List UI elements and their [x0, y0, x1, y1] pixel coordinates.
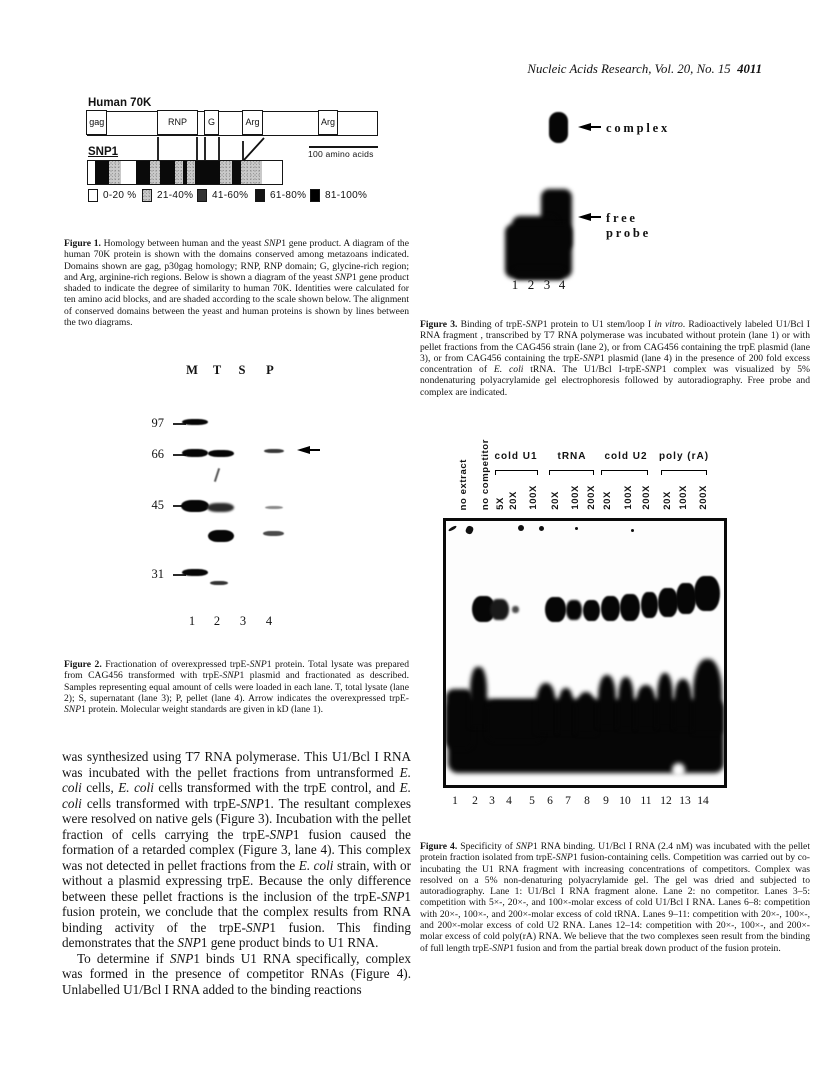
complex-arrow-icon — [578, 123, 601, 131]
complex-band — [490, 599, 509, 620]
fig4-group-label: tRNA — [557, 451, 587, 462]
fig2-lane-label: P — [266, 363, 274, 377]
fig4-gel-frame — [443, 518, 727, 788]
fig3-lane-number: 1 — [511, 277, 519, 292]
snp1-segment — [220, 161, 232, 184]
fig4-group-bracket — [549, 470, 594, 475]
gel-band — [181, 500, 209, 512]
mw-marker: 97 — [144, 416, 186, 431]
domain-box-gag: gag — [86, 110, 107, 135]
fig4-label-strip — [443, 440, 727, 510]
gel-artifact — [448, 525, 457, 532]
fig4-lane-label: no competitor — [480, 438, 491, 510]
fig4-lane-label: 100X — [570, 485, 581, 510]
gel-artifact — [575, 527, 578, 530]
fig4-lane-number: 10 — [619, 795, 631, 807]
snp1-segment — [95, 161, 109, 184]
snp1-segment — [150, 161, 160, 184]
gel-band — [182, 569, 208, 576]
fig4-lane-label: 100X — [678, 485, 689, 510]
gel-band — [182, 419, 208, 425]
fig4-lane-number: 12 — [660, 795, 672, 807]
free-probe-smear — [674, 679, 692, 729]
complex-band — [549, 112, 568, 143]
fig4-lane-label: 20X — [508, 491, 519, 510]
fig4-group-bracket — [601, 470, 648, 475]
fig1-caption: Figure 1. Homology between human and the yeast SNP1 gene product. A diagram of the human 70K protein is shown with the domains conserved among metazoans indicated. Domains shown are gag, p30gag homology; RNP, RNP domain; G, glycine-rich region; and Arg, arginine-rich regions. Below is shown a diagram of the yeast SNP1 gene product shaded to indicate the degree of similarity to human 70K. Identities were calculated for ten amino acid blocks, and are shaded according to the scale shown below. The alignment of conserved domains between the yeast and human proteins is shown by lines between the two diagrams. — [64, 238, 410, 329]
fig4-lane-number: 3 — [489, 795, 495, 807]
complex-band — [583, 600, 600, 621]
legend-swatch — [197, 189, 207, 202]
fig4-lane-label: 20X — [550, 491, 561, 510]
free-probe-band — [513, 268, 565, 280]
domain-box-arg2: Arg — [318, 110, 338, 135]
fig4-group-bracket — [661, 470, 707, 475]
domain-box-rnp: RNP — [157, 110, 198, 135]
legend-item: 21-40% — [142, 189, 193, 202]
snp1-segment — [109, 161, 121, 184]
fig2-lane-label: S — [238, 363, 246, 377]
fig4-lane-label: 200X — [641, 485, 652, 510]
fig2-band-arrow-icon — [297, 446, 320, 454]
gel-band — [208, 450, 234, 457]
snp1-segment — [175, 161, 183, 184]
legend-swatch — [88, 189, 98, 202]
fig4-lane-number: 1 — [452, 795, 458, 807]
free-probe-arrow-icon — [578, 213, 601, 221]
legend-item: 0-20 % — [88, 189, 137, 202]
fig2-lane-number: 3 — [239, 614, 247, 628]
free-probe-smear — [657, 673, 673, 727]
fig4-lane-label: 20X — [602, 491, 613, 510]
fig4-lane-number: 9 — [603, 795, 609, 807]
snp1-segment — [195, 161, 220, 184]
snp1-segment — [136, 161, 151, 184]
free-probe-annotation: free probe — [606, 211, 652, 240]
fig4-lane-number: 13 — [679, 795, 691, 807]
body-text-column — [62, 749, 411, 997]
snp1-segment — [160, 161, 175, 184]
domain-box-arg1: Arg — [242, 110, 263, 135]
gel-band — [182, 449, 208, 457]
mw-marker: 31 — [144, 567, 186, 582]
scale-bar-label: 100 amino acids — [308, 149, 374, 159]
fig4-lane-label: 5X — [495, 497, 506, 510]
gel-artifact — [518, 525, 524, 531]
fig1-snp1-bar — [87, 160, 283, 185]
complex-band — [620, 594, 640, 621]
page-number: 4011 — [737, 62, 762, 76]
snp1-segment — [187, 161, 195, 184]
legend-swatch — [310, 189, 320, 202]
complex-band — [566, 600, 582, 620]
fig2-lane-label: T — [212, 363, 222, 377]
snp1-segment — [262, 161, 282, 184]
mw-marker: 66 — [144, 447, 186, 462]
snp1-segment — [241, 161, 262, 184]
fig3-lane-number: 3 — [543, 277, 551, 292]
fig4-lane-number: 11 — [640, 795, 652, 807]
legend-swatch — [142, 189, 152, 202]
running-head — [420, 62, 762, 77]
gel-band — [208, 530, 234, 542]
fig1-human70k-title: Human 70K — [88, 97, 152, 109]
gel-artifact — [631, 529, 634, 532]
free-probe-smear — [598, 675, 616, 727]
fig4-group-bracket — [495, 470, 538, 475]
free-probe-smear — [576, 692, 596, 734]
complex-band — [512, 606, 519, 613]
gel-band — [265, 506, 283, 509]
fig3-lane-number: 4 — [558, 277, 566, 292]
fig1-human70k-bar — [87, 111, 378, 136]
complex-band — [641, 592, 658, 618]
free-probe-smear — [636, 685, 656, 729]
fig4-lane-label: 200X — [698, 485, 709, 510]
legend-item: 61-80% — [255, 189, 306, 202]
gel-artifact — [539, 526, 544, 531]
fig3-caption: Figure 3. Binding of trpE-SNP1 protein to U1 stem/loop I in vitro. Radioactively labeled U1/Bcl I RNA fragment , transcribed by T7 RNA polymerase was incubated without protein (lane 1) or with pellet fractions from the CAG456 strain (lane 2), or from CAG456 containing the trpE plasmid (lane 3), or from CAG456 containing the trpE-SNP1 plasmid (lane 4) in the presence of 200 fold excess concentration of E. coli tRNA. The U1/Bcl I-trpE-SNP1 complex was visualized by 5% nondenaturing polyacrylamide gel electrophoresis followed by autoradiography. Free probe and complex are indicated. — [420, 319, 810, 398]
scale-bar — [309, 146, 378, 148]
fig4-group-label: cold U1 — [494, 451, 538, 462]
free-probe-smear — [618, 677, 634, 729]
snp1-segment — [88, 161, 95, 184]
fig4-lane-number: 8 — [584, 795, 590, 807]
complex-band — [676, 583, 696, 614]
free-probe-smear — [470, 667, 487, 727]
fig4-lane-number: 2 — [472, 795, 478, 807]
fig2-lane-number: 1 — [188, 614, 196, 628]
complex-annotation: complex — [606, 121, 671, 135]
fig2-lane-number: 4 — [265, 614, 273, 628]
complex-band — [545, 597, 566, 622]
free-probe-smear — [693, 659, 722, 733]
fig4-lane-label: 200X — [586, 485, 597, 510]
fig2-caption: Figure 2. Fractionation of overexpressed trpE-SNP1 protein. Total lysate was prepared from CAG456 transformed with trpE-SNP1 plasmid and fractionated as described. Samples representing equal amount of cells were loaded in each lane. T, total lysate (lane 2); S, supernatant (lane 3); P, pellet (lane 4). Arrow indicates the overexpressed trpE-SNP1 protein. Molecular weight standards are given in kD (lane 1). — [64, 659, 409, 716]
body-paragraph: was synthesized using T7 RNA polymerase. This U1/Bcl I RNA was incubated with the pellet fractions from untransformed E. coli cells, E. coli cells transformed with the trpE control, and E. coli cells transformed with trpE-SNP1. The resultant complexes were resolved on native gels (Figure 3). Incubation with the pellet fraction of cells carrying the trpE-SNP1 fusion caused the formation of a retarded complex (Figure 3, lane 4). This complex was not detected in pellet fractions from the E. coli strain, with or without a plasmid expressing trpE. Because the only difference between these pellet fractions is the inclusion of the trpE-SNP1 fusion protein, we conclude that the complex results from RNA binding activity of the trpE-SNP1 fusion. This finding demonstrates that the SNP1 gene product binds to U1 RNA. — [62, 749, 411, 950]
fig4-lane-number: 4 — [506, 795, 512, 807]
free-probe-smear — [558, 688, 574, 733]
fig4-group-label: cold U2 — [604, 451, 648, 462]
fig4-group-label: poly (rA) — [658, 451, 710, 462]
legend-item: 41-60% — [197, 189, 248, 202]
fig2-lane-label: M — [186, 363, 198, 377]
free-probe-smear — [536, 683, 556, 733]
fig4-lane-label: no extract — [458, 458, 469, 510]
gel-band — [207, 503, 234, 512]
fig3-lane-number: 2 — [527, 277, 535, 292]
domain-box-g: G — [204, 110, 219, 135]
complex-band — [658, 588, 678, 617]
fig1-snp1-label: SNP1 — [88, 146, 119, 158]
fig4-caption: Figure 4. Specificity of SNP1 RNA binding. U1/Bcl I RNA (2.4 nM) was incubated with the pellet protein fraction isolated from trpE-SNP1 fusion-containing cells. Competition was carried out by co-incubating the U1 RNA fragment with increasing concentrations of competitors. Complex was resolved on a 5% non-denaturing polyacrylamide gel. The gel was dried and subjected to autoradiography. Lane 1: U1/Bcl I RNA fragment alone. Lane 2: no competitor. Lanes 3–5: competition with 5×-, 20×-, and 100×-molar excess of cold U1/Bcl I RNA. Lanes 6–8: competition with 20×-, 100×-, and 200×-molar excess of cold tRNA. Lanes 9–11: competition with 20×-, 100×-, and 200×-molar excess of cold U2 RNA. Lanes 12–14: competition with 20×-, 100×-, and 200×-molar excess of cold poly(rA) RNA. We believe that the two complexes seen result from the binding of full length trpE-SNP1 fusion and from the partial break down product of the fusion protein. — [420, 841, 810, 954]
gel-artifact — [672, 763, 685, 777]
fig2-lane-number: 2 — [213, 614, 221, 628]
gel-artifact — [214, 468, 220, 482]
free-probe-smear — [487, 701, 543, 741]
free-probe-smear — [446, 689, 473, 749]
gel-band — [210, 581, 228, 585]
fig4-lane-label: 100X — [623, 485, 634, 510]
legend-item: 81-100% — [310, 189, 367, 202]
snp1-segment — [121, 161, 136, 184]
gel-band — [264, 449, 284, 453]
body-paragraph: To determine if SNP1 binds U1 RNA specifically, complex was formed in the presence of competitor RNAs (Figure 4). Unlabelled U1/Bcl I RNA added to the binding reactions — [62, 950, 411, 997]
gel-artifact — [465, 525, 475, 535]
fig4-lane-number: 6 — [547, 795, 553, 807]
legend-swatch — [255, 189, 265, 202]
gel-band — [263, 531, 284, 536]
fig4-lane-number: 7 — [565, 795, 571, 807]
fig4-lane-number: 14 — [697, 795, 709, 807]
journal-title: Nucleic Acids Research, Vol. 20, No. 15 — [527, 62, 731, 76]
snp1-segment — [232, 161, 242, 184]
fig4-lane-label: 20X — [662, 491, 673, 510]
fig4-lane-label: 100X — [528, 485, 539, 510]
complex-band — [601, 596, 620, 621]
mw-marker: 45 — [144, 498, 186, 513]
complex-band — [694, 576, 720, 611]
fig4-lane-number: 5 — [529, 795, 535, 807]
